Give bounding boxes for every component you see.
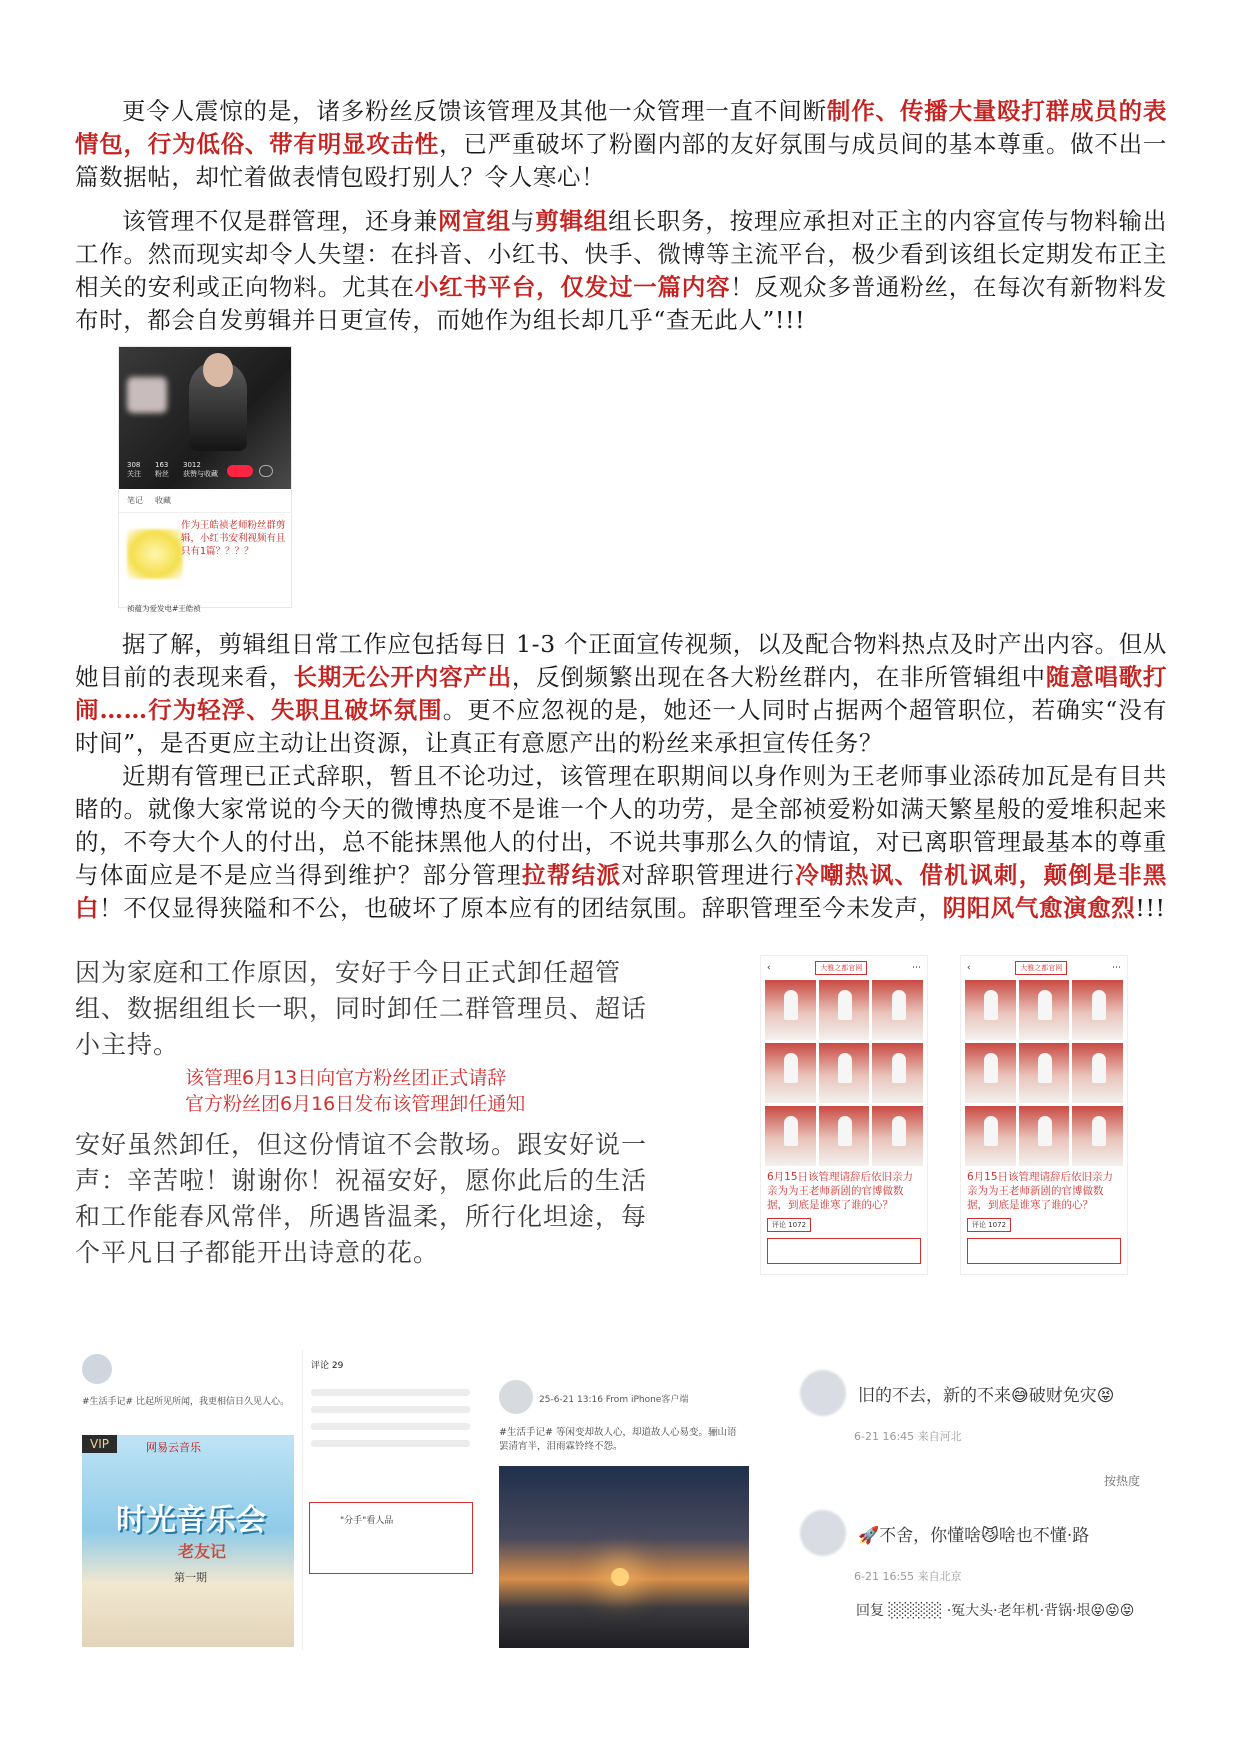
comment-column	[302, 1350, 478, 1650]
post-text: #生活手记# 比起所见所闻，我更相信日久见人心。	[82, 1397, 289, 1407]
resignation-notice	[75, 955, 660, 1265]
p3-text-a: 据了解，剪辑组日常工作应包括每日 1-3 个正面宣传视频，以及配合物料热点及时产出内容。但从她目前的表现来看，	[75, 630, 1167, 691]
notice-text-2: 安好虽然卸任，但这份情谊不会散场。跟安好说一声：辛苦啦！谢谢你！祝福安好，愿你此后的生活和工作能春风常伴，所遇皆温柔，所行化坦途，每个平凡日子都能开出诗意的花。	[75, 1130, 648, 1267]
red-annotation: 6月15日该管理请辞后依旧亲力亲为为王老师新剧的官博做数据，到底是谁寒了谁的心？	[967, 1171, 1114, 1211]
photo	[965, 1043, 1016, 1103]
notice-text-1: 因为家庭和工作原因，安好于今日正式卸任超管组、数据组组长一职，同时卸任二群管理员、超话小主持。	[75, 958, 648, 1059]
blurred-avatar	[127, 377, 167, 413]
weibo-post-screenshot	[78, 1350, 478, 1650]
p2-text-a: 该管理不仅是群管理，还身兼	[122, 207, 438, 235]
poster-subtitle: 老友记	[178, 1542, 227, 1561]
photo	[872, 1106, 923, 1166]
red-annotation: 作为王皓祯老师粉丝群剪辑，小红书安利视频有且只有1篇？？？？	[181, 520, 286, 557]
p4-highlight-d: 冷嘲热讽、借机讽刺，颠倒是非黑白	[75, 861, 1167, 922]
back-icon: ‹	[967, 963, 971, 973]
note-thumbnail	[127, 529, 183, 579]
photo	[1072, 1106, 1123, 1166]
photo	[819, 980, 870, 1040]
red-line-1: 该管理6月13日向官方粉丝团正式请辞	[185, 1067, 507, 1089]
comment-line	[311, 1440, 470, 1447]
comment-count: 评论 1072	[767, 1218, 811, 1232]
comment-2-meta: 6-21 16:55 来自北京	[854, 1570, 962, 1583]
p2-text-g: ！反观众多普通粉丝，在每次有新物料发布时，都会自发剪辑并日更宣传，而她作为组长却几乎“查无此人”!!!	[75, 273, 1167, 334]
avatar	[499, 1380, 533, 1414]
more-icon: ⋯	[1111, 963, 1121, 973]
photo	[765, 980, 816, 1040]
follow-button	[227, 465, 253, 477]
profile-screenshot	[118, 346, 292, 613]
p3-text-c: ，反倒频繁出现在各大粉丝群内，在非所管辑组中	[511, 663, 1046, 691]
p3-highlight-d: 随意唱歌打闹……行为轻浮、失职且破坏氛围	[75, 663, 1168, 724]
paragraph-3	[75, 628, 1167, 760]
profile-stats	[127, 461, 218, 479]
back-icon: ‹	[767, 963, 771, 973]
highlighted-comment-text: "分手"看人品	[340, 1516, 394, 1526]
paragraph-1	[75, 95, 1167, 194]
photo	[1019, 1043, 1070, 1103]
red-line-2: 官方粉丝团6月16日发布该管理卸任通知	[185, 1093, 526, 1115]
paragraph-2	[75, 205, 1167, 337]
sunset-photo	[499, 1466, 749, 1648]
p1-text-a: 更令人震惊的是，诸多粉丝反馈该管理及其他一众管理一直不间断	[122, 97, 827, 125]
comment-1-meta: 6-21 16:45 来自河北	[854, 1430, 962, 1443]
comment-line	[311, 1406, 470, 1413]
stat-followers: 163 粉丝	[155, 461, 169, 478]
p2-highlight-b: 网宣组	[437, 207, 511, 235]
phone-screenshot-2	[960, 955, 1128, 1275]
comment-thread-screenshot	[780, 1360, 1170, 1660]
avatar	[82, 1354, 112, 1384]
note-caption: 祯蕴为爱发电#王皓祯	[127, 604, 201, 613]
note-card	[127, 519, 286, 599]
phone-header	[961, 956, 1127, 980]
p1-text-c: ，已严重破坏了粉圈内部的友好氛围与成员间的基本尊重。做不出一篇数据帖，却忙着做表情包殴打别人？令人寒心！	[75, 130, 1168, 191]
phone-screenshot-1	[760, 955, 928, 1275]
photo	[1019, 1106, 1070, 1166]
p3-text-e: 。更不应忽视的是，她还一人同时占据两个超管职位，若确实“没有时间”，是否更应主动让出资源，让真正有意愿产出的粉丝来承担宣传任务？	[75, 696, 1168, 757]
account-tag: 大雅之都官网	[1015, 961, 1067, 975]
highlighted-comment-box	[967, 1238, 1121, 1264]
photo	[872, 1043, 923, 1103]
photo	[965, 1106, 1016, 1166]
settings-icon	[259, 465, 273, 477]
comment-1-text: 旧的不去，新的不来😅破财免灾😝	[858, 1385, 1115, 1406]
p4-text-g: !!!	[1135, 894, 1166, 922]
profile-tabs	[119, 489, 291, 513]
photo	[1072, 1043, 1123, 1103]
photo	[765, 1043, 816, 1103]
photo-grid	[961, 980, 1127, 1166]
poster-episode: 第一期	[174, 1571, 207, 1584]
stat-likes: 3012 获赞与收藏	[183, 461, 218, 478]
tab-notes: 笔记	[127, 496, 143, 505]
post-text: #生活手记# 等闲变却故人心，却道故人心易变。骊山语罢清宵半，泪雨霖铃终不怨。	[499, 1427, 737, 1452]
paragraph-4	[75, 760, 1167, 925]
p2-highlight-f: 小红书平台，仅发过一篇内容	[414, 273, 731, 301]
photo	[1019, 980, 1070, 1040]
p3-highlight-b: 长期无公开内容产出	[293, 663, 512, 691]
p2-text-e: 组长职务，按理应承担对正主的内容宣传与物料输出工作。然而现实却令人失望：在抖音、小红书、快手、微博等主流平台，极少看到该组长定期发布正主相关的安利或正向物料。尤其在	[75, 207, 1167, 301]
account-tag: 大雅之都官网	[815, 961, 867, 975]
highlighted-comment	[309, 1502, 473, 1574]
weibo-sunset-post	[495, 1370, 753, 1650]
tab-collections: 收藏	[155, 496, 171, 505]
p4-text-e: ！不仅显得狭隘和不公，也破坏了原本应有的团结氛围。辞职管理至今未发声，	[99, 894, 943, 922]
netease-logo: 网易云音乐	[146, 1441, 201, 1454]
avatar	[800, 1370, 846, 1416]
poster-title: 时光音乐会	[116, 1503, 266, 1538]
p1-highlight: 制作、传播大量殴打群成员的表情包，行为低俗、带有明显攻击性	[75, 97, 1167, 158]
photo	[872, 980, 923, 1040]
p4-highlight-b: 拉帮结派	[522, 861, 622, 889]
profile-face-image	[203, 353, 233, 387]
photo	[819, 1106, 870, 1166]
red-annotation: 6月15日该管理请辞后依旧亲力亲为为王老师新剧的官博做数据，到底是谁寒了谁的心？	[767, 1171, 914, 1211]
photo	[965, 980, 1016, 1040]
comment-1	[800, 1370, 1114, 1416]
comment-line	[311, 1389, 470, 1396]
more-icon: ⋯	[911, 963, 921, 973]
photo	[819, 1043, 870, 1103]
photo-grid	[761, 980, 927, 1166]
reply-text: 回复 ░░░░░ ·冤大头·老年机·背锅·垠😝😝😝	[856, 1603, 1135, 1619]
comment-2-text: 🚀不舍，你懂啥😼啥也不懂·路	[858, 1525, 1090, 1546]
p4-highlight-f: 阴阳风气愈演愈烈	[942, 894, 1136, 922]
photo	[1072, 980, 1123, 1040]
comment-header: 评论 29	[311, 1361, 344, 1371]
music-poster	[82, 1435, 294, 1647]
post-meta: 25-6-21 13:16 From iPhone客户端	[539, 1395, 689, 1405]
highlighted-comment-box	[767, 1238, 921, 1264]
notice-red-annotation	[75, 1065, 660, 1117]
comment-2	[800, 1510, 1089, 1556]
vip-badge: VIP	[82, 1435, 117, 1453]
p4-text-c: 对辞职管理进行	[621, 861, 796, 889]
p2-highlight-d: 剪辑组	[535, 207, 609, 235]
p2-text-c: 与	[510, 207, 536, 235]
phone-header	[761, 956, 927, 980]
profile-banner	[119, 347, 291, 489]
stat-following: 308 关注	[127, 461, 141, 478]
comment-count: 评论 1072	[967, 1218, 1011, 1232]
sort-toggle: 按热度	[1103, 1474, 1140, 1488]
p4-text-a: 近期有管理已正式辞职，暂且不论功过，该管理在职期间以身作则为王老师事业添砖加瓦是有目共睹的。就像大家常说的今天的微博热度不是谁一个人的功劳，是全部祯爱粉如满天繁星般的爱堆积起来的，不夸大个人的付出，总不能抹黑他人的付出，不说共事那么久的情谊，对已离职管理最基本的尊重与体面应是不是应当得到维护？部分管理	[75, 762, 1167, 889]
avatar	[800, 1510, 846, 1556]
comment-line	[311, 1423, 470, 1430]
photo	[765, 1106, 816, 1166]
